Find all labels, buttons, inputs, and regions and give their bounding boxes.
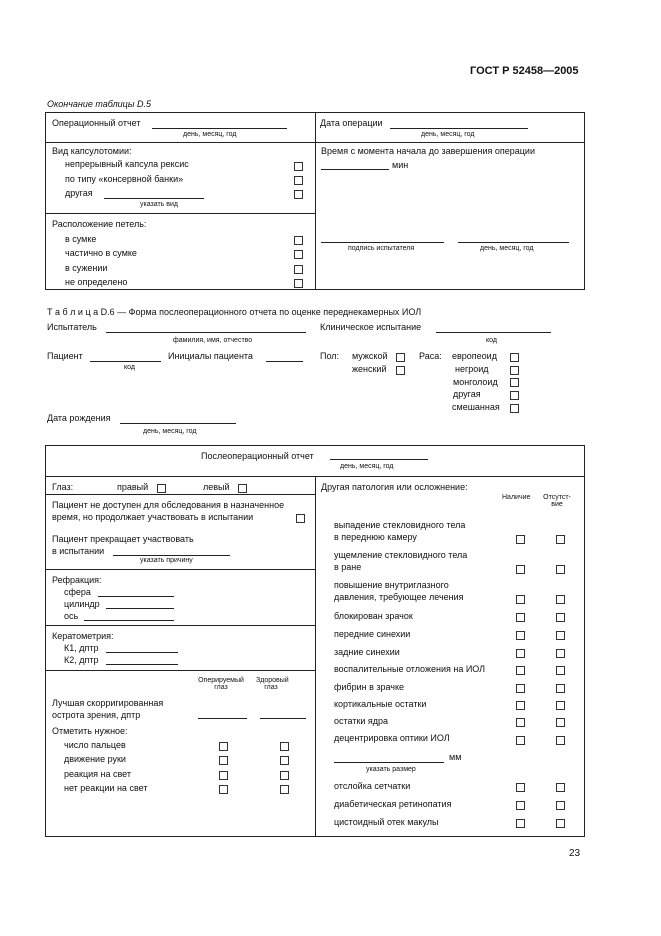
race-checkbox[interactable] <box>510 391 519 400</box>
birth-sub: день, месяц, год <box>143 428 197 435</box>
postop-title: Послеоперационный отчет <box>201 451 314 461</box>
race-item: монголоид <box>453 377 498 387</box>
sex-male: мужской <box>352 351 388 361</box>
present-checkbox[interactable] <box>516 801 525 810</box>
signature-date-sub: день, месяц, год <box>480 245 534 252</box>
absent-checkbox[interactable] <box>556 565 565 574</box>
time-label: Время с момента начала до завершения операции <box>321 146 535 156</box>
vision-operated-checkbox[interactable] <box>219 785 228 794</box>
present-checkbox[interactable] <box>516 649 525 658</box>
capsulotomy-item: другая <box>65 188 93 198</box>
vision-operated-checkbox[interactable] <box>219 742 228 751</box>
not-available-text: Пациент не доступен для обследования в назначенное <box>52 500 285 510</box>
absent-checkbox[interactable] <box>556 666 565 675</box>
absent-checkbox[interactable] <box>556 613 565 622</box>
race-item: негроид <box>455 364 489 374</box>
size-sub: указать размер <box>366 766 416 773</box>
eye-right: правый <box>117 482 149 492</box>
birth-label: Дата рождения <box>47 413 111 423</box>
complication-item: давления, требующее лечения <box>334 592 464 602</box>
absent-checkbox[interactable] <box>556 535 565 544</box>
present-checkbox[interactable] <box>516 565 525 574</box>
vision-healthy-checkbox[interactable] <box>280 756 289 765</box>
kerato-item: К1, дптр <box>64 643 99 653</box>
absent-checkbox[interactable] <box>556 684 565 693</box>
complication-item: цистоидный отек макулы <box>334 817 439 827</box>
absent-checkbox[interactable] <box>556 718 565 727</box>
complication-item: кортикальные остатки <box>334 699 427 709</box>
eye-label: Глаз: <box>52 482 74 492</box>
capsulotomy-checkbox[interactable] <box>294 190 303 199</box>
capsulotomy-item: по типу «консервной банки» <box>65 174 184 184</box>
stopped-text: Пациент прекращает участвовать <box>52 534 194 544</box>
left-eye-checkbox[interactable] <box>238 484 247 493</box>
mark-label: Отметить нужное: <box>52 726 128 736</box>
time-unit: мин <box>392 160 409 170</box>
complication-item: в переднюю камеру <box>334 532 417 542</box>
complication-item: повышение внутриглазного <box>334 580 449 590</box>
race-item: смешанная <box>452 402 500 412</box>
col-healthy: Здоровый глаз <box>256 677 289 691</box>
race-item: европеоид <box>452 351 497 361</box>
patient-label: Пациент <box>47 351 83 361</box>
refraction-title: Рефракция: <box>52 575 102 585</box>
complication-item: остатки ядра <box>334 716 389 726</box>
complication-item: фибрин в зрачке <box>334 682 405 692</box>
mm-unit: мм <box>449 752 462 762</box>
col-operated: Оперируемый глаз <box>198 677 244 691</box>
tester-label: Испытатель <box>47 322 97 332</box>
loops-item: в сужении <box>65 263 108 273</box>
refraction-item: ось <box>64 611 79 621</box>
absent-checkbox[interactable] <box>556 649 565 658</box>
race-checkbox[interactable] <box>510 353 519 362</box>
present-checkbox[interactable] <box>516 595 525 604</box>
sex-label: Пол: <box>320 351 340 361</box>
vision-healthy-checkbox[interactable] <box>280 771 289 780</box>
kerato-title: Кератометрия: <box>52 631 114 641</box>
acuity-label: Лучшая скорригированная <box>52 698 164 708</box>
postop-date-sub: день, месяц, год <box>340 463 394 470</box>
present-checkbox[interactable] <box>516 684 525 693</box>
complication-item: ущемление стекловидного тела <box>334 550 468 560</box>
race-checkbox[interactable] <box>510 378 519 387</box>
loops-checkbox[interactable] <box>294 279 303 288</box>
loops-item: частично в сумке <box>65 248 137 258</box>
vision-operated-checkbox[interactable] <box>219 756 228 765</box>
kerato-item: К2, дптр <box>64 655 99 665</box>
other-pathology-title: Другая патология или осложнение: <box>321 482 468 492</box>
sex-female: женский <box>352 364 387 374</box>
loops-checkbox[interactable] <box>294 250 303 259</box>
capsulotomy-spec: указать вид <box>140 201 178 208</box>
op-date-sub: день, месяц, год <box>421 131 475 138</box>
complication-item: децентрировка оптики ИОЛ <box>334 733 450 743</box>
not-available-checkbox[interactable] <box>296 514 305 523</box>
trial-code-sub: код <box>486 337 497 344</box>
complication-item: отслойка сетчатки <box>334 781 411 791</box>
stopped-text: в испытании <box>52 546 105 556</box>
patient-code-sub: код <box>124 364 135 371</box>
col-absent: Отсутст- вие <box>543 494 571 508</box>
present-checkbox[interactable] <box>516 701 525 710</box>
complication-item: задние синехии <box>334 647 400 657</box>
absent-checkbox[interactable] <box>556 783 565 792</box>
eye-left: левый <box>203 482 230 492</box>
acuity-label: острота зрения, дптр <box>52 710 141 720</box>
signature-sub: подпись испытателя <box>348 245 415 252</box>
present-checkbox[interactable] <box>516 718 525 727</box>
present-checkbox[interactable] <box>516 819 525 828</box>
present-checkbox[interactable] <box>516 736 525 745</box>
loops-item: в сумке <box>65 234 97 244</box>
race-checkbox[interactable] <box>510 366 519 375</box>
male-checkbox[interactable] <box>396 353 405 362</box>
complication-item: передние синехии <box>334 629 411 639</box>
complication-item: блокирован зрачок <box>334 611 413 621</box>
absent-checkbox[interactable] <box>556 595 565 604</box>
absent-checkbox[interactable] <box>556 701 565 710</box>
reason-sub: указать причину <box>140 557 193 564</box>
right-eye-checkbox[interactable] <box>157 484 166 493</box>
absent-checkbox[interactable] <box>556 801 565 810</box>
vision-healthy-checkbox[interactable] <box>280 785 289 794</box>
absent-checkbox[interactable] <box>556 631 565 640</box>
vision-operated-checkbox[interactable] <box>219 771 228 780</box>
op-report-label: Операционный отчет <box>52 118 141 128</box>
complication-item: диабетическая ретинопатия <box>334 799 452 809</box>
absent-checkbox[interactable] <box>556 736 565 745</box>
present-checkbox[interactable] <box>516 783 525 792</box>
capsulotomy-title: Вид капсулотомии: <box>52 146 132 156</box>
vision-item: число пальцев <box>64 740 126 750</box>
race-item: другая <box>453 389 481 399</box>
tester-sub: фамилия, имя, отчество <box>173 337 253 344</box>
vision-item: движение руки <box>64 754 126 764</box>
capsulotomy-item: непрерывный капсула рексис <box>65 159 189 169</box>
absent-checkbox[interactable] <box>556 819 565 828</box>
trial-label: Клиническое испытание <box>320 322 422 332</box>
complication-item: в ране <box>334 562 362 572</box>
loops-item: не определено <box>65 277 128 287</box>
vision-healthy-checkbox[interactable] <box>280 742 289 751</box>
op-report-date-sub: день, месяц, год <box>183 131 237 138</box>
op-date-label: Дата операции <box>320 118 383 128</box>
table-caption: Окончание таблицы D.5 <box>47 99 151 109</box>
page-number: 23 <box>569 848 581 859</box>
initials-label: Инициалы пациента <box>168 351 253 361</box>
vision-item: нет реакции на свет <box>64 783 148 793</box>
refraction-item: цилиндр <box>64 599 100 609</box>
race-label: Раса: <box>419 351 442 361</box>
race-checkbox[interactable] <box>510 404 519 413</box>
present-checkbox[interactable] <box>516 666 525 675</box>
loops-title: Расположение петель: <box>52 219 147 229</box>
refraction-item: сфера <box>64 587 91 597</box>
complication-item: выпадение стекловидного тела <box>334 520 466 530</box>
female-checkbox[interactable] <box>396 366 405 375</box>
not-available-text: время, но продолжает участвовать в испытании <box>52 512 254 522</box>
complication-item: воспалительные отложения на ИОЛ <box>334 664 486 674</box>
col-present: Наличие <box>502 494 531 501</box>
capsulotomy-checkbox[interactable] <box>294 176 303 185</box>
document-number: ГОСТ Р 52458—2005 <box>470 65 579 77</box>
table-d6-title: Т а б л и ц а D.6 — Форма послеоперационного отчета по оценке переднекамерных ИОЛ <box>47 307 422 317</box>
vision-item: реакция на свет <box>64 769 131 779</box>
present-checkbox[interactable] <box>516 535 525 544</box>
present-checkbox[interactable] <box>516 613 525 622</box>
loops-checkbox[interactable] <box>294 265 303 274</box>
present-checkbox[interactable] <box>516 631 525 640</box>
loops-checkbox[interactable] <box>294 236 303 245</box>
capsulotomy-checkbox[interactable] <box>294 162 303 171</box>
